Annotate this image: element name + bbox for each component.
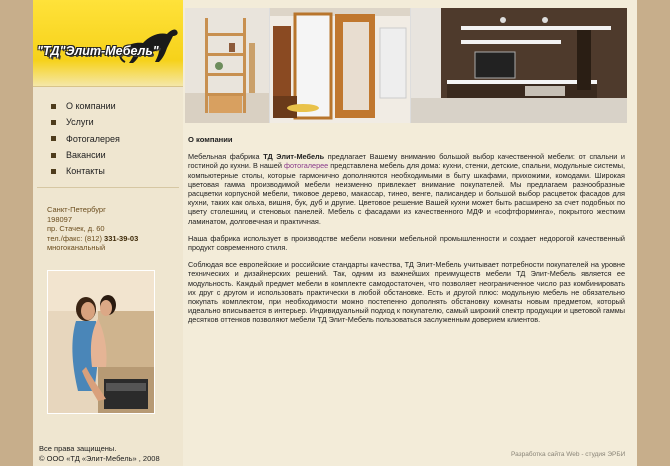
- square-bullet-icon: [51, 136, 56, 141]
- left-column: [33, 0, 183, 466]
- square-bullet-icon: [51, 104, 56, 109]
- logo[interactable]: [33, 0, 183, 87]
- divider: [37, 187, 179, 188]
- paragraph-intro: [188, 152, 625, 226]
- address-city: Санкт-Петербург: [47, 205, 106, 214]
- menu-item-label: Вакансии: [66, 150, 106, 161]
- paragraph-quality: Соблюдая все европейские и российские стандарты качества, ТД Элит-Мебель учитывает потребности покупателей на уровне технических и дизайнерских решений. Так, одним из важнейших преимуществ мебели ТД Элит-Мебель является ее модульность. Каждый предмет мебели в комплекте самодостаточен, что позволяет неограниченное число раз комбинировать их друг с другом и использовать практически в любой обстановке. Есть и другой плюс: модульную мебель не обязательно покупать комплектом, при необходимости можно постепенно дополнять обстановку комнаты новым предметом, который идеально вписывается в интерьер. Индивидуальный подход к покупателю, самый широкий спектр продукции и цветовой гаммы десятков оттенков позволяют мебели ТД Элит-Мебель пользоваться заслуженным доверием клиентов.: [188, 260, 625, 325]
- brand-name: ТД Элит-Мебель: [263, 152, 325, 162]
- address-phone: [47, 234, 138, 244]
- furniture-banner-image: [185, 8, 627, 123]
- phone-prefix: тел./факс: (812): [47, 233, 105, 243]
- text-span: представлена мебель для дома: кухни, стенки, детские, спальни, модульные системы, компьютерные столы, которые гармонично дополняются необходимыми в быту шкафами, прихожими, комодами. Широкая цветовая гамма производимой мебели неизменно привлекает внимание покупателей. Мы предлагаем разнообразные расцветки корпусной мебели, тиковое дерево, макассар, тинео, венге, палисандер и большой выбор расцветок фасадов для кухни, таких как ольха, вишня, бук, дуб и другие. Цветовое решение Вашей кухни может быть расширено за счет подобных по цвету столешниц и стеновых панелей. Мебель с фасадами из качественного МДФ и «софтформинга», покрытого жестким ламинатом, долговечная и практичная.: [188, 161, 625, 226]
- address-zip: 198097: [47, 214, 73, 224]
- text-span: Мебельная фабрика: [188, 152, 264, 162]
- menu-item-label: Фотогалерея: [66, 133, 120, 144]
- couple-kitchen-photo: [47, 270, 155, 414]
- page: [33, 0, 637, 466]
- address-block: [47, 205, 138, 253]
- menu-item-label: О компании: [66, 101, 116, 112]
- menu-item-label: Услуги: [66, 117, 94, 128]
- square-bullet-icon: [51, 120, 56, 125]
- text-span: предлагает Вашему вниманию большой выбор качественной мебели: от спальни и гостиной до кухни. В нашей: [188, 152, 625, 171]
- menu-item-services[interactable]: [51, 114, 120, 130]
- footer-left: [39, 444, 160, 463]
- menu-item-contacts[interactable]: [51, 163, 120, 179]
- developer-credit[interactable]: Разработка сайта Web - студия ЭРБИ: [511, 451, 626, 458]
- logo-text: "ТД"Элит-Мебель": [37, 44, 159, 58]
- main-content: [188, 135, 625, 333]
- phone-number: 331-39-03: [104, 233, 139, 243]
- main-menu: [51, 98, 120, 179]
- copyright-text: © ООО «ТД «Элит-Мебель» , 2008: [39, 453, 160, 463]
- square-bullet-icon: [51, 153, 56, 158]
- gallery-link[interactable]: фотогалерее: [283, 161, 329, 171]
- phone-note: многоканальный: [47, 243, 106, 253]
- paragraph-production: Наша фабрика использует в производстве мебели новинки мебельной промышленности и создает недорогой качественный продукт современного стиля.: [188, 233, 625, 253]
- menu-item-label: Контакты: [66, 166, 105, 177]
- menu-item-gallery[interactable]: [51, 131, 120, 147]
- rights-text: Все права защищены.: [39, 444, 117, 453]
- menu-item-vacancies[interactable]: [51, 147, 120, 163]
- address-street: пр. Стачек, д. 60: [47, 224, 105, 234]
- menu-item-about[interactable]: [51, 98, 120, 114]
- header-banner: [185, 8, 627, 123]
- page-title: О компании: [188, 135, 233, 144]
- square-bullet-icon: [51, 169, 56, 174]
